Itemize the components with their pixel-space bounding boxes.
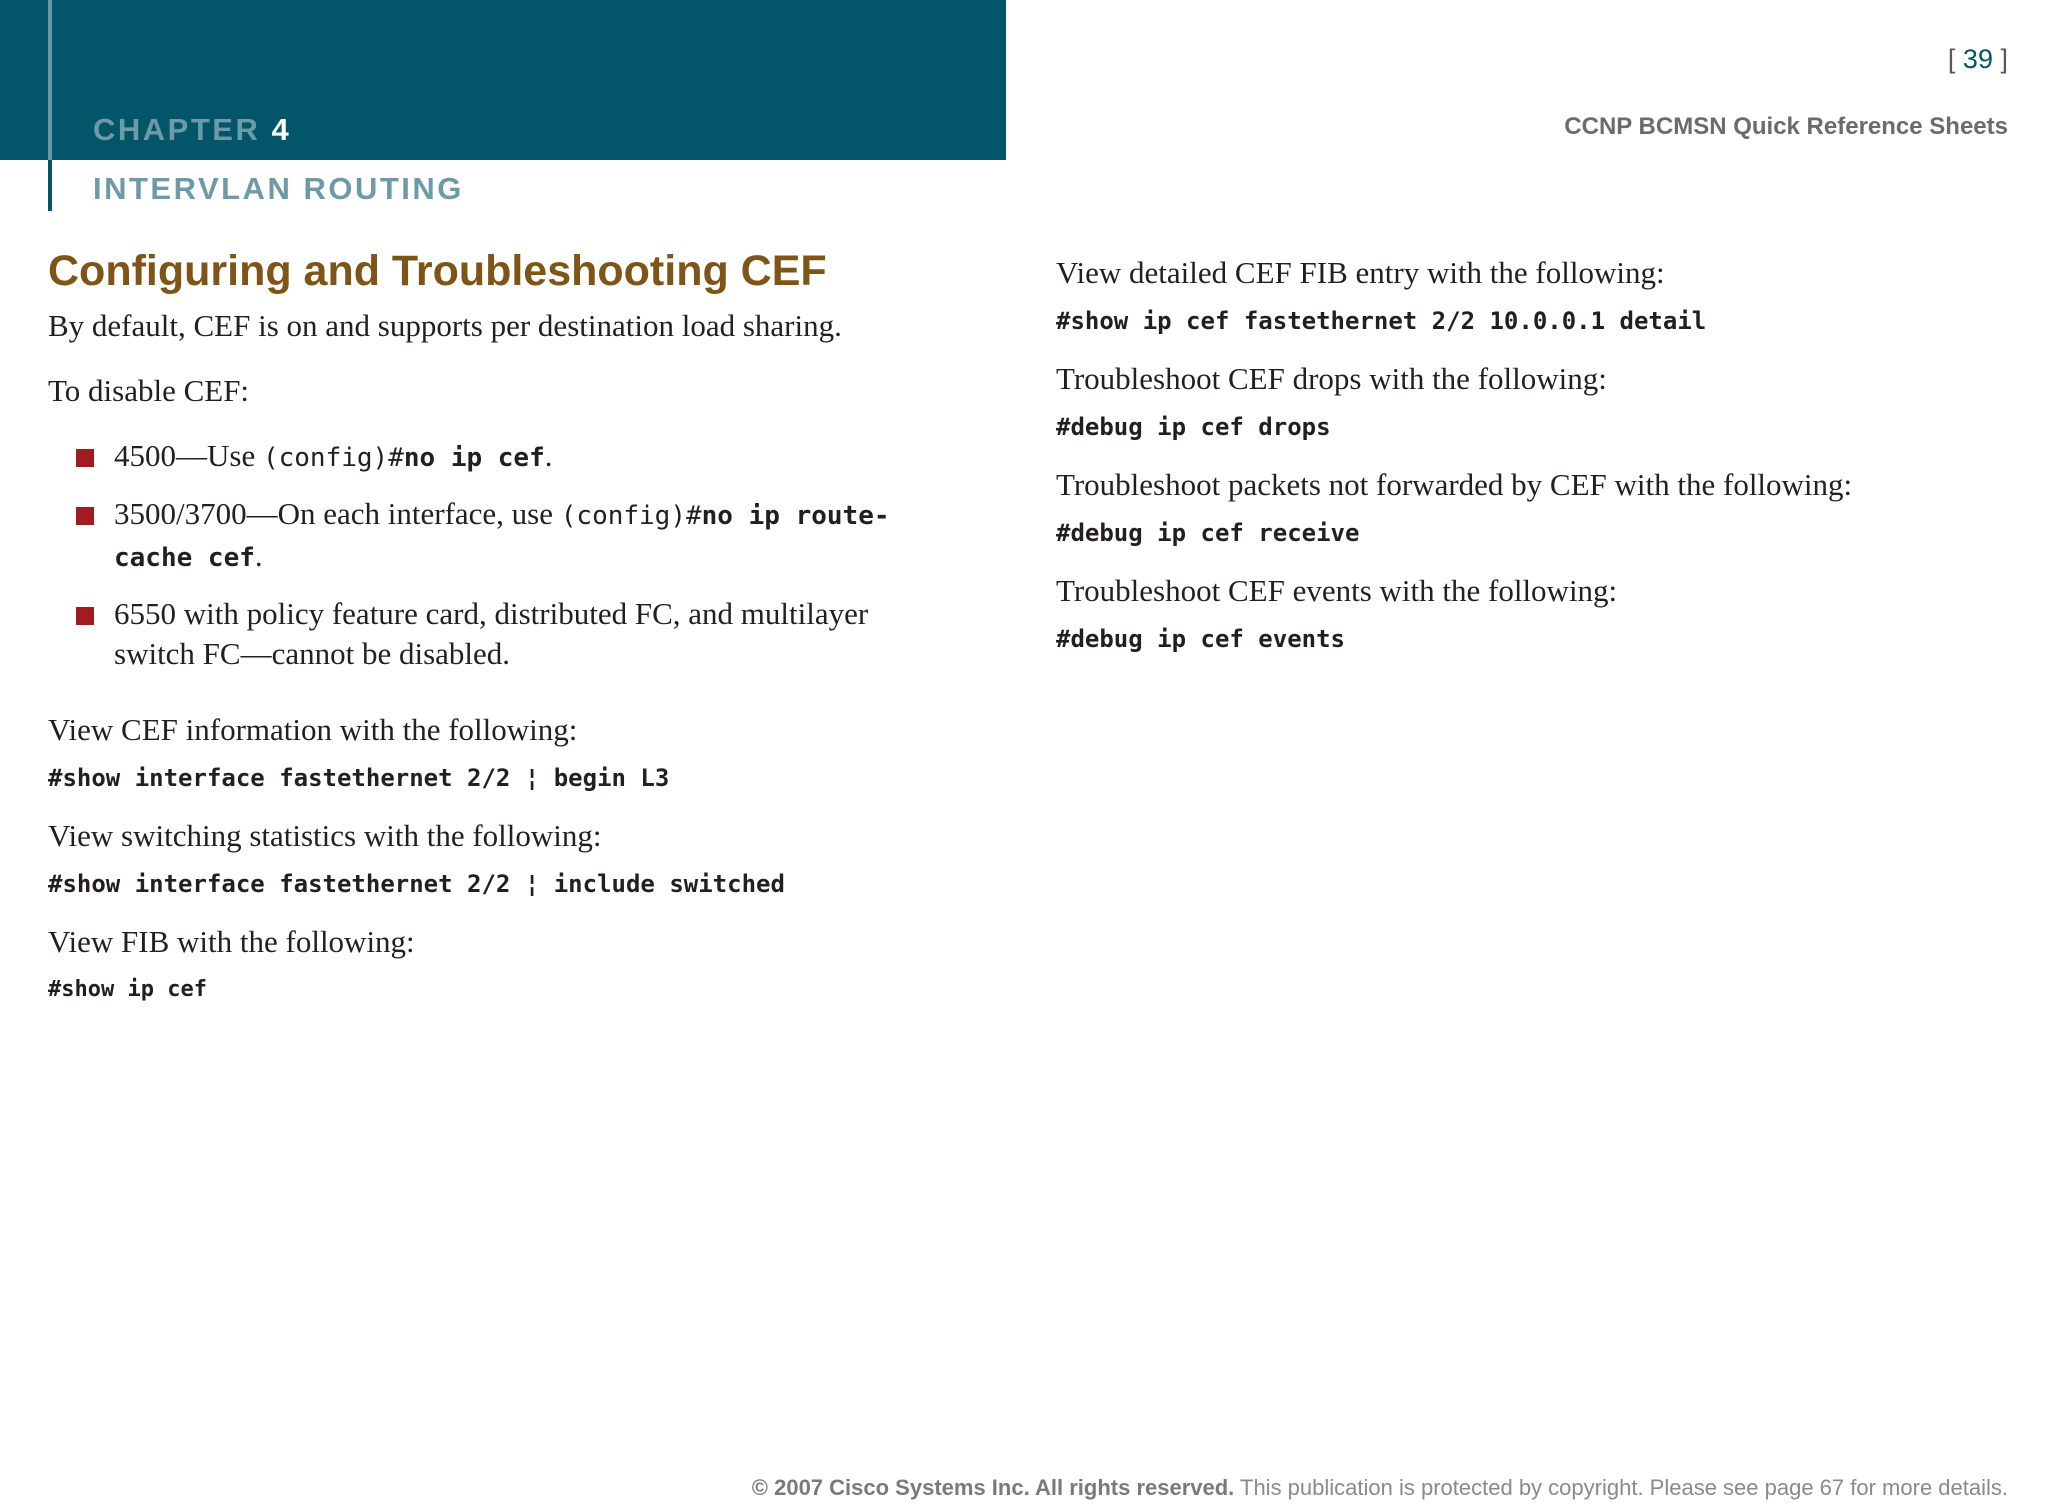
left-column — [48, 306, 928, 1005]
receive-command: #debug ip cef receive — [1056, 519, 1360, 547]
chapter-label — [93, 112, 291, 148]
bullet-square-icon — [76, 449, 94, 467]
copyright-bold: © 2007 Cisco Systems Inc. All rights reserved. — [751, 1475, 1235, 1500]
page-number: [ 39 ] — [1947, 44, 2008, 74]
header-rule-inner — [48, 0, 52, 160]
drops-label: Troubleshoot CEF drops with the following: — [1056, 361, 1607, 396]
section-tag: INTERVLAN ROUTING — [93, 171, 464, 206]
events-command: #debug ip cef events — [1056, 625, 1345, 653]
page-number-value: 39 — [1962, 44, 1993, 74]
fib-detail-label: View detailed CEF FIB entry with the following: — [1056, 255, 1665, 290]
view-fib-label: View FIB with the following: — [48, 924, 415, 959]
chapter-number: 4 — [271, 112, 292, 147]
view-fib-command: #show ip cef — [48, 977, 207, 1002]
intro-text: By default, CEF is on and supports per destination load sharing. — [48, 308, 842, 343]
bullet-square-icon — [76, 607, 94, 625]
events-label: Troubleshoot CEF events with the following: — [1056, 573, 1618, 608]
bullet-square-icon — [76, 507, 94, 525]
list-item: 3500/3700—On each interface, use (config)#no ip route- cache cef. — [48, 494, 928, 578]
receive-label: Troubleshoot packets not forwarded by CEF with the following: — [1056, 467, 1853, 502]
copyright-footer — [752, 1475, 2008, 1501]
view-switching-command: #show interface fastethernet 2/2 ¦ include switched — [48, 870, 785, 898]
disable-bullet-list — [48, 436, 928, 674]
disable-label: To disable CEF: — [48, 373, 250, 408]
view-cef-command: #show interface fastethernet 2/2 ¦ begin L3 — [48, 764, 670, 792]
book-title: CCNP BCMSN Quick Reference Sheets — [1564, 113, 2008, 140]
drops-command: #debug ip cef drops — [1056, 413, 1331, 441]
chapter-word: CHAPTER — [93, 112, 261, 147]
view-cef-label: View CEF information with the following: — [48, 712, 578, 747]
fib-detail-command: #show ip cef fastethernet 2/2 10.0.0.1 detail — [1056, 307, 1707, 335]
page-title: Configuring and Troubleshooting CEF — [48, 247, 827, 295]
list-item: 6550 with policy feature card, distributed FC, and multilayer switch FC—cannot be disabled. — [48, 594, 928, 674]
copyright-rest: This publication is protected by copyright. Please see page 67 for more details. — [1234, 1475, 2008, 1500]
view-switching-label: View switching statistics with the following: — [48, 818, 602, 853]
list-item: 4500—Use (config)#no ip cef. — [48, 436, 928, 478]
right-column — [1056, 253, 2016, 654]
